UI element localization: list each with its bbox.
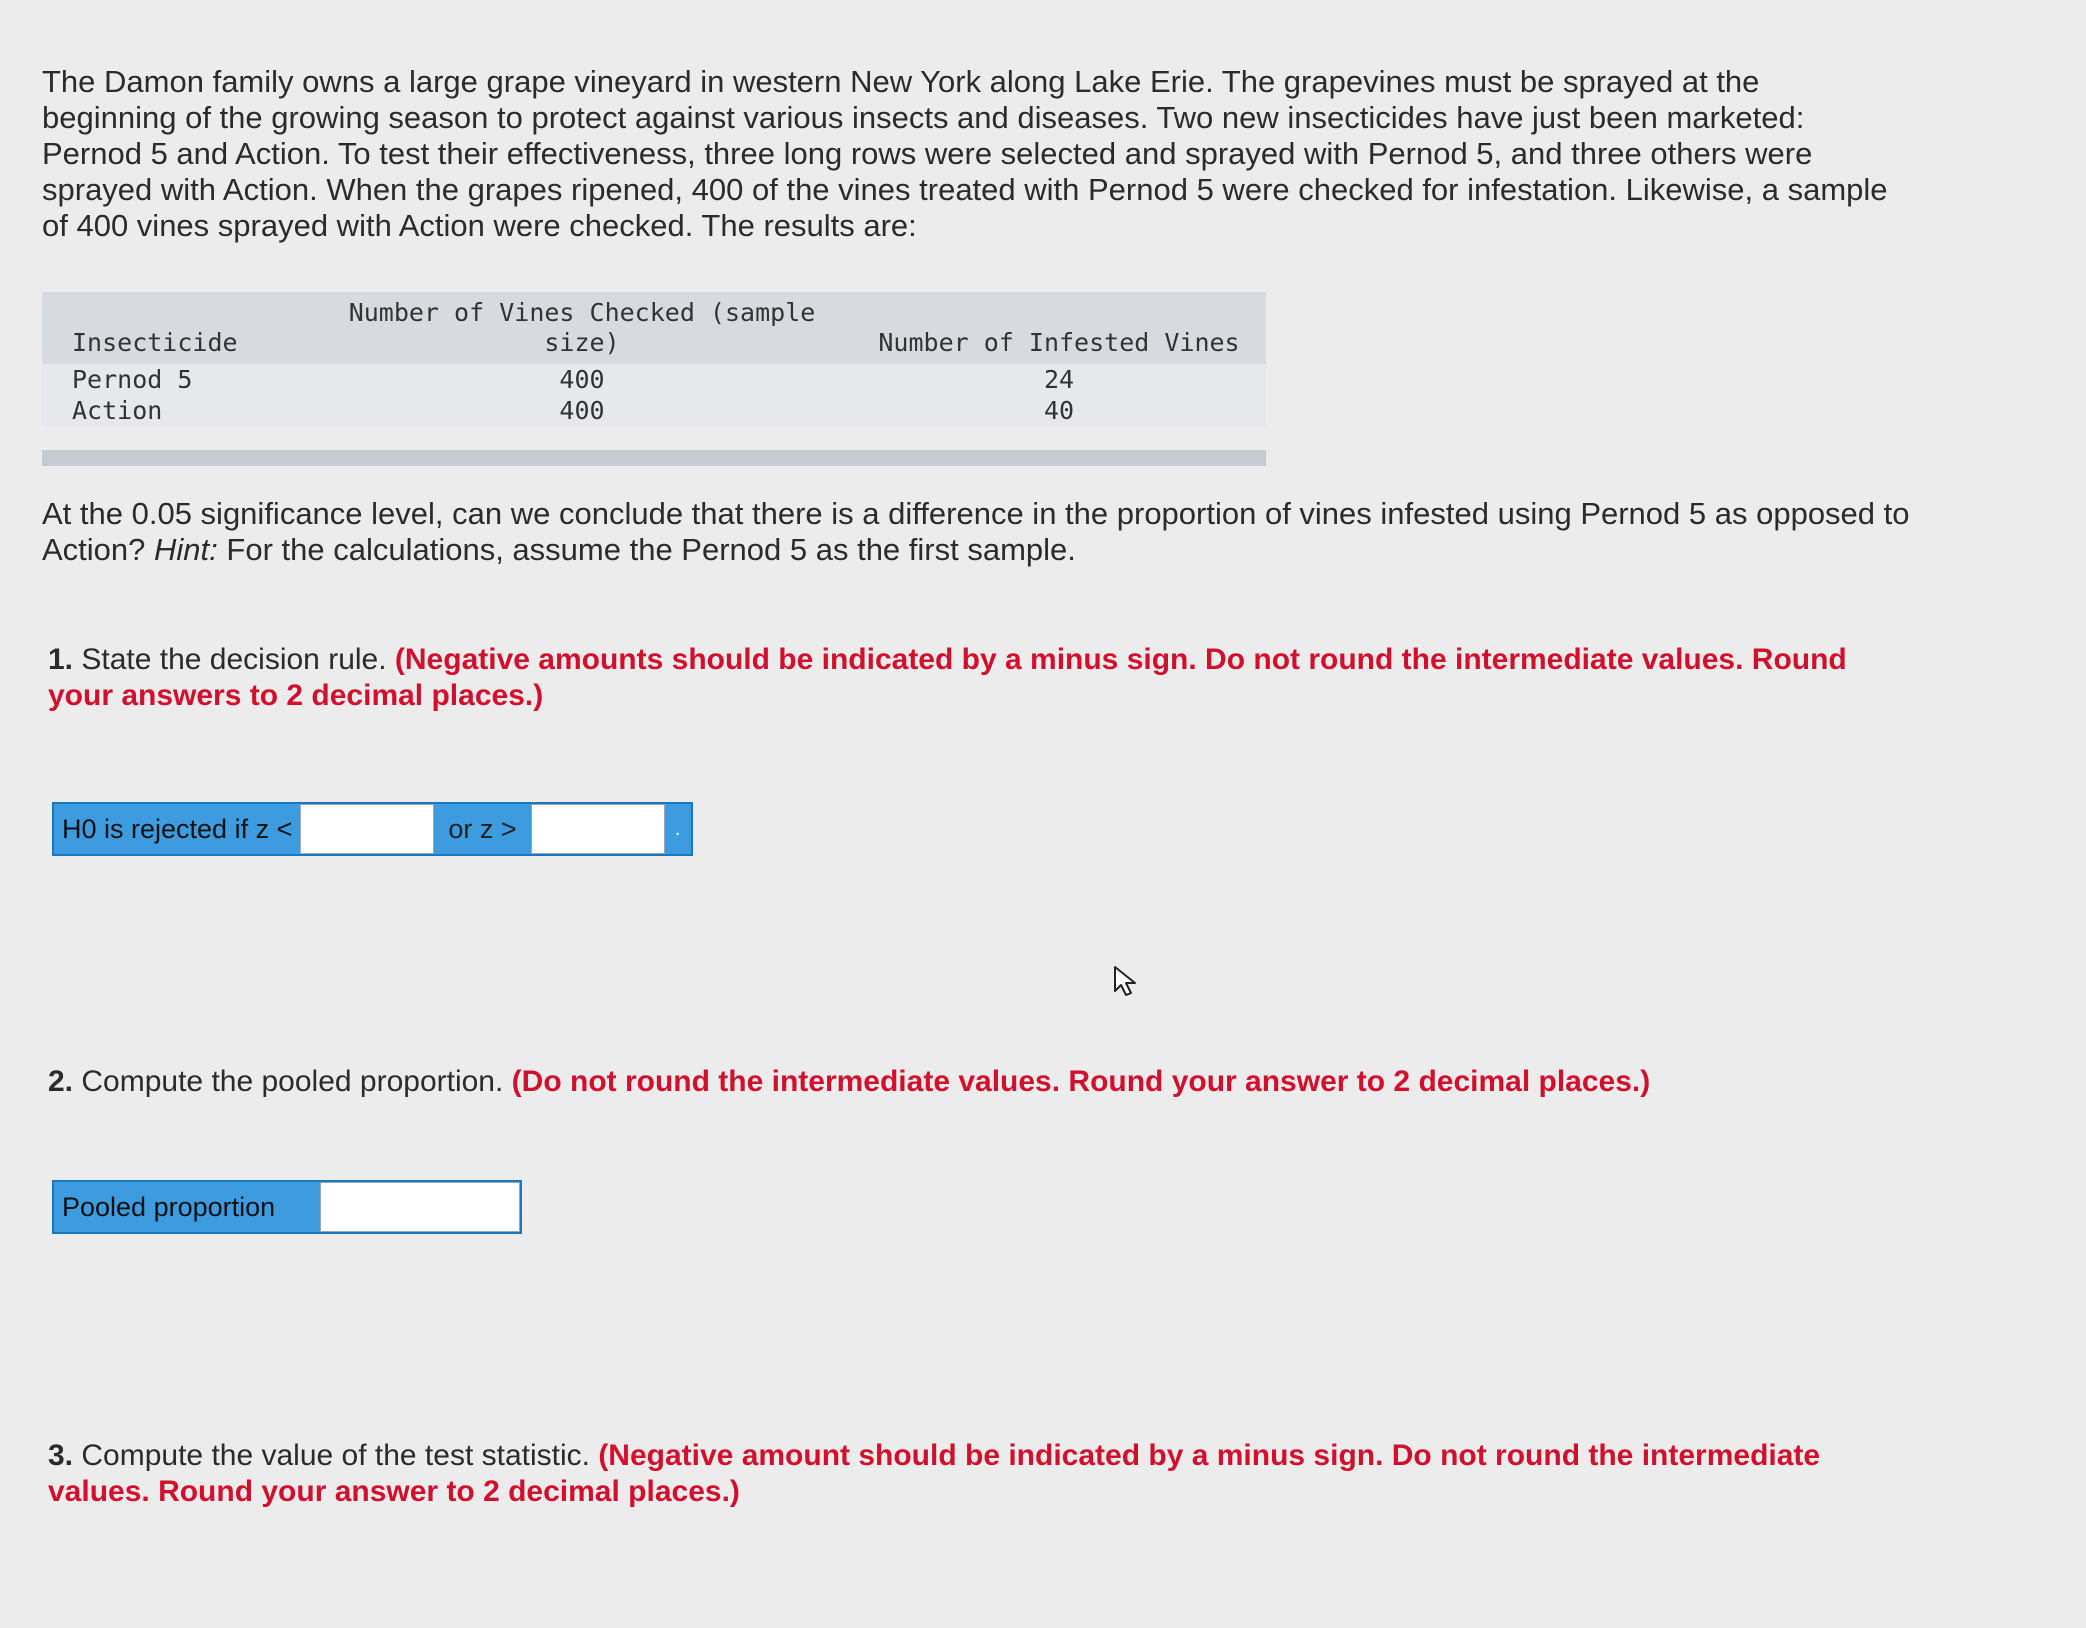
step-number: 3. bbox=[48, 1439, 74, 1472]
decision-rule-row bbox=[52, 802, 693, 856]
z-lower-input[interactable] bbox=[300, 804, 434, 854]
header-infested-vines: Number of Infested Vines bbox=[852, 292, 1266, 364]
table-row bbox=[42, 395, 1266, 426]
header-insecticide: Insecticide bbox=[42, 292, 312, 364]
cell-checked: 400 bbox=[312, 364, 852, 395]
table-footer-bar bbox=[42, 450, 1266, 466]
or-z-label: or z > bbox=[434, 804, 530, 854]
cell-checked: 400 bbox=[312, 395, 852, 426]
z-upper-input[interactable] bbox=[531, 804, 665, 854]
mouse-pointer-icon bbox=[1112, 964, 1142, 1000]
cell-infested: 24 bbox=[852, 364, 1266, 395]
question-text bbox=[42, 496, 1952, 568]
pooled-proportion-input[interactable] bbox=[320, 1182, 520, 1232]
question-main: At the 0.05 significance level, can we conclude that there is a difference in the proportion of vines infested using Pernod 5 as opposed to Action? bbox=[42, 496, 1910, 567]
results-table bbox=[42, 292, 1266, 426]
step-2-instruction bbox=[48, 1064, 1908, 1100]
step-3-instruction bbox=[48, 1438, 1908, 1510]
step-number: 1. bbox=[48, 643, 74, 676]
step-number: 2. bbox=[48, 1065, 74, 1098]
step-text: Compute the value of the test statistic. bbox=[81, 1439, 590, 1472]
step-note: (Negative amount should be indicated by a minus sign. Do not round the intermediate values. Round your answer to 2 decimal places.) bbox=[48, 1439, 1821, 1508]
decision-rule-period: . bbox=[665, 804, 691, 854]
problem-intro: The Damon family owns a large grape vineyard in western New York along Lake Erie. The grapevines must be sprayed at the beginning of the growing season to protect against various insects and diseases. Two new insecticides have just been marketed: Pernod 5 and Action. To test their effectiveness, three long rows were selected and sprayed with Pernod 5, and three others were sprayed with Action. When the grapes ripened, 400 of the vines treated with Pernod 5 were checked for infestation. Likewise, a sample of 400 vines sprayed with Action were checked. The results are: bbox=[42, 64, 1888, 243]
hint-text: For the calculations, assume the Pernod 5 as the first sample. bbox=[226, 532, 1076, 567]
cell-insecticide: Action bbox=[42, 395, 312, 426]
step-text: Compute the pooled proportion. bbox=[81, 1065, 504, 1098]
header-vines-checked: Number of Vines Checked (sample size) bbox=[312, 292, 852, 364]
pooled-proportion-row bbox=[52, 1180, 522, 1234]
step-note: (Negative amounts should be indicated by a minus sign. Do not round the intermediate values. Round your answers to 2 decimal places.) bbox=[48, 643, 1847, 712]
cell-insecticide: Pernod 5 bbox=[42, 364, 312, 395]
table-row bbox=[42, 364, 1266, 395]
decision-rule-label: H0 is rejected if z < bbox=[54, 804, 300, 854]
step-1-instruction bbox=[48, 642, 1908, 714]
step-note: (Do not round the intermediate values. Round your answer to 2 decimal places.) bbox=[511, 1065, 1651, 1098]
pooled-proportion-label: Pooled proportion bbox=[54, 1182, 320, 1232]
step-text: State the decision rule. bbox=[81, 643, 387, 676]
table-header-row bbox=[42, 292, 1266, 364]
hint-label: Hint: bbox=[154, 532, 218, 567]
cell-infested: 40 bbox=[852, 395, 1266, 426]
